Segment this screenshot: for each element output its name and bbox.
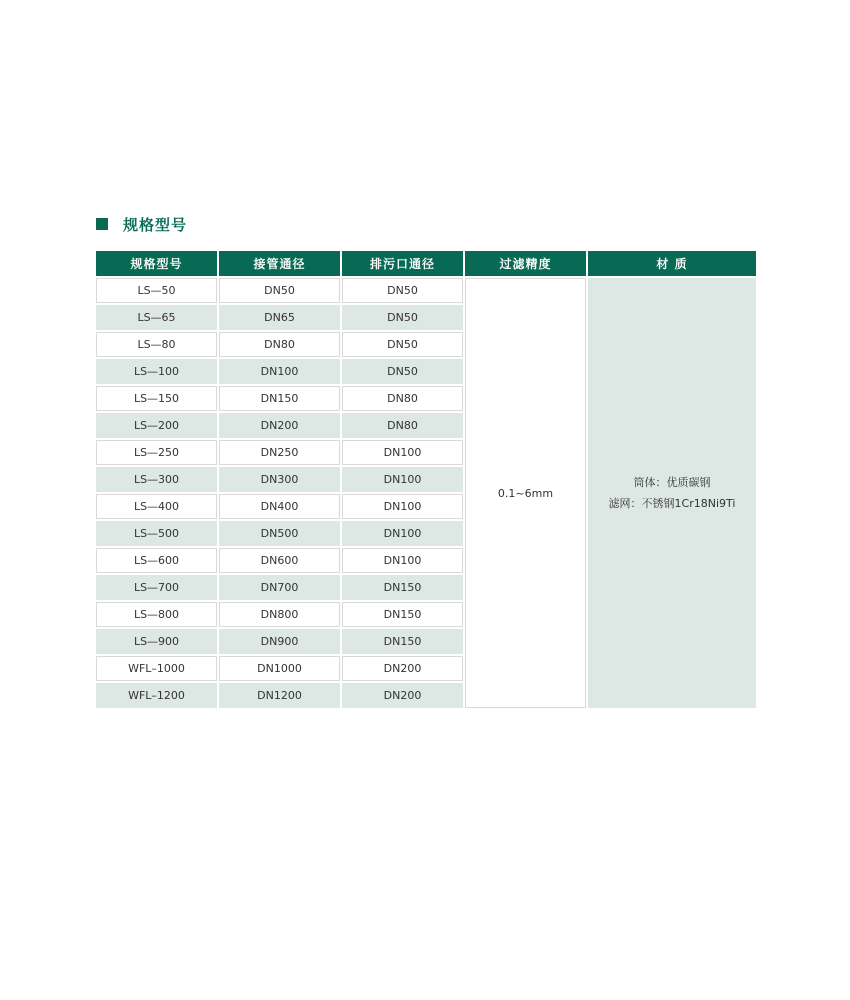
drain-diameter-cell: DN100: [342, 521, 463, 546]
drain-diameter-cell: DN50: [342, 278, 463, 303]
model-cell: LS—100: [96, 359, 217, 384]
pipe-diameter-cell: DN300: [219, 467, 340, 492]
pipe-diameter-cell: DN250: [219, 440, 340, 465]
drain-diameter-cell: DN100: [342, 494, 463, 519]
drain-diameter-cell: DN50: [342, 305, 463, 330]
spec-table: [96, 251, 756, 708]
header-model: 规格型号: [96, 251, 217, 276]
pipe-diameter-cell: DN800: [219, 602, 340, 627]
drain-diameter-cell: DN200: [342, 683, 463, 708]
model-cell: LS—700: [96, 575, 217, 600]
model-cell: LS—800: [96, 602, 217, 627]
drain-diameter-cell: DN50: [342, 332, 463, 357]
pipe-diameter-cell: DN65: [219, 305, 340, 330]
material-line-body: 筒体：优质碳钢: [633, 476, 711, 489]
model-cell: LS—900: [96, 629, 217, 654]
model-cell: WFL–1200: [96, 683, 217, 708]
pipe-diameter-cell: DN1200: [219, 683, 340, 708]
model-cell: LS—400: [96, 494, 217, 519]
pipe-diameter-cell: DN400: [219, 494, 340, 519]
model-cell: LS—500: [96, 521, 217, 546]
pipe-diameter-cell: DN100: [219, 359, 340, 384]
drain-diameter-cell: DN150: [342, 602, 463, 627]
filter-precision-cell: 0.1~6mm: [465, 278, 586, 708]
drain-diameter-cell: DN150: [342, 629, 463, 654]
section-title: 规格型号: [123, 215, 188, 234]
model-cell: LS—80: [96, 332, 217, 357]
model-cell: LS—65: [96, 305, 217, 330]
drain-diameter-cell: DN80: [342, 386, 463, 411]
model-cell: LS—150: [96, 386, 217, 411]
drain-diameter-cell: DN80: [342, 413, 463, 438]
pipe-diameter-cell: DN600: [219, 548, 340, 573]
header-drain-diameter: 排污口通径: [342, 251, 463, 276]
pipe-diameter-cell: DN50: [219, 278, 340, 303]
material-cell: [588, 278, 756, 708]
pipe-diameter-cell: DN150: [219, 386, 340, 411]
drain-diameter-cell: DN200: [342, 656, 463, 681]
drain-diameter-cell: DN50: [342, 359, 463, 384]
drain-diameter-cell: DN100: [342, 440, 463, 465]
square-bullet-icon: [96, 218, 108, 230]
header-pipe-diameter: 接管通径: [219, 251, 340, 276]
model-cell: LS—300: [96, 467, 217, 492]
pipe-diameter-cell: DN200: [219, 413, 340, 438]
drain-diameter-cell: DN100: [342, 548, 463, 573]
header-material: 材 质: [588, 251, 756, 276]
model-cell: LS—50: [96, 278, 217, 303]
pipe-diameter-cell: DN900: [219, 629, 340, 654]
model-cell: WFL–1000: [96, 656, 217, 681]
model-cell: LS—600: [96, 548, 217, 573]
pipe-diameter-cell: DN1000: [219, 656, 340, 681]
header-filter-precision: 过滤精度: [465, 251, 586, 276]
model-cell: LS—200: [96, 413, 217, 438]
section-header: [96, 213, 187, 235]
pipe-diameter-cell: DN700: [219, 575, 340, 600]
drain-diameter-cell: DN150: [342, 575, 463, 600]
drain-diameter-cell: DN100: [342, 467, 463, 492]
pipe-diameter-cell: DN500: [219, 521, 340, 546]
model-cell: LS—250: [96, 440, 217, 465]
pipe-diameter-cell: DN80: [219, 332, 340, 357]
material-line-screen: 滤网：不锈钢1Cr18Ni9Ti: [608, 497, 736, 510]
